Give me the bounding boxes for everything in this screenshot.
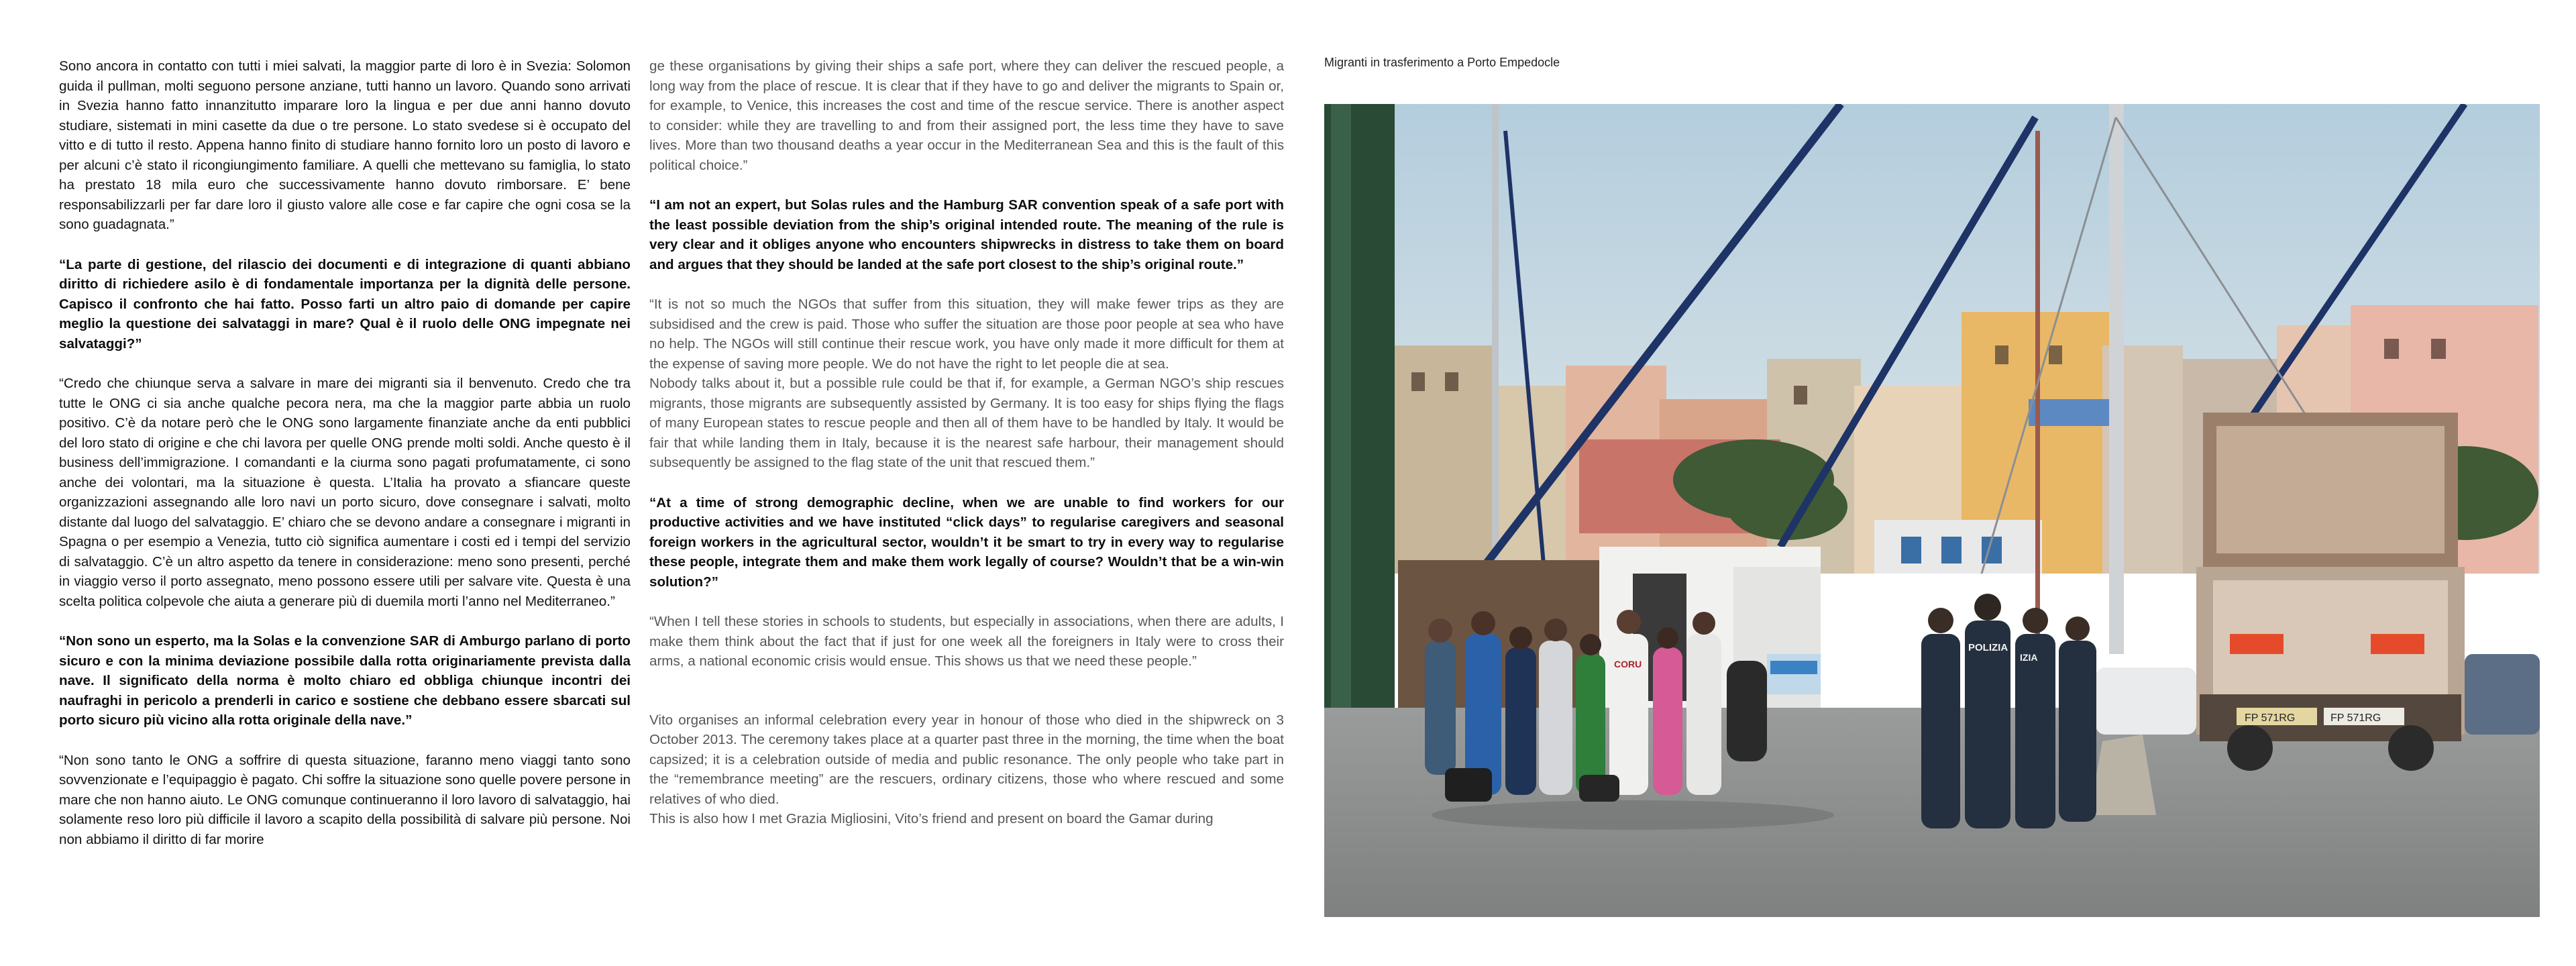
harbor-photo	[1324, 104, 2540, 917]
english-question: “I am not an expert, but Solas rules and the Hamburg SAR convention speak of a safe port with the least possible deviation from the ship’s original intended route. The meaning of the rule is very clear and it obliges anyone who encounters shipwrecks in distress to take them on board and argues that they should be landed at the safe port closest to the ship’s original route.”	[649, 197, 1284, 272]
english-question: “At a time of strong demographic decline, when we are unable to find workers for our productive activities and we have instituted “click days” to regularise caregivers and seasonal foreign workers in the agricultural sector, wouldn’t it be smart to try in every way to regularise these people, integrate them and make them work legally of course? Wouldn’t that be a win-win solution?”	[649, 494, 1284, 590]
english-paragraph: This is also how I met Grazia Migliosini, Vito’s friend and present on board the Gamar during	[649, 811, 1214, 826]
italian-paragraph: “Credo che chiunque serva a salvare in mare dei migranti sia il benvenuto. Credo che tra tutte le ONG ci sia anche qualche pecora nera, ma che la maggior parte abbia un ruolo positivo. C’è da notare però che le ONG sono largamente finanziate anche da enti pubblici del loro stato di origine e che chi lavora per quelle ONG prende molti soldi. Anche questo è il business dell’immigrazione. I comandanti e la ciurma sono pagati profumatamente, ci sono anche dei volontari, ma la situazione è questa. L’Italia ha provato a sfiancare queste organizzazioni assegnando alle loro navi un porto sicuro, dove consegnare i salvati, molto distante dal luogo del salvataggio. E’ chiaro che se devono andare a consegnare i migranti in Spagna o per esempio a Venezia, tutto ciò significa aumentare i costi ed i tempi del servizio di salvataggio. C’è un altro aspetto da tenere in considerazione: meno sono presenti, perché in viaggio verso il porto assegnato, meno possono essere utili per salvare vite. Questa è una scelta politica colpevole che aiuta a generare più di duemila morti l’anno nel Mediterraneo.”	[59, 376, 631, 609]
photo-caption: Migranti in trasferimento a Porto Empedocle	[1324, 56, 1560, 69]
english-paragraph: Vito organises an informal celebration every year in honour of those who died in the shipwreck on 3 October 2013. The ceremony takes place at a quarter past three in the morning, the time when the boat capsized; it is a celebration outside of media and public resonance. The only people who take part in the “remembrance meeting” are the rescuers, ordinary citizens, those who where rescued and some relatives of who died.	[649, 712, 1284, 807]
shirt-text: CORU	[1614, 659, 1642, 669]
white-car	[2096, 667, 2196, 735]
english-paragraph: Nobody talks about it, but a possible rule could be that if, for example, a German NGO’s ship rescues migrants, those migrants are subsequently assisted by Germany. It is too easy for ships flying the flags of many European states to rescue people and then all of them have to be handled by Italy. It would be fair that while landing them in Italy, because it is the nearest safe harbour, their management should subsequently be assigned to the flag state of the unit that rescued them.”	[649, 376, 1284, 470]
police-officers	[1921, 594, 2096, 828]
italian-paragraph: “Non sono tanto le ONG a soffrire di questa situazione, faranno meno viaggi tanto sono sovvenzionate e l’equipaggio è pagato. Chi soffre la situazione sono quelle povere persone in mare che non hanno aiuto. Le ONG comunque continueranno il loro lavoro di salvataggio, hai solamente reso loro più difficile il lavoro a scapito della possibilità di salvare più persone. Noi non abbiamo il diritto di far morire	[59, 752, 631, 847]
english-paragraph: “When I tell these stories in schools to students, but especially in associations, when there are adults, I make them think about the fact that if just for one week all the foreigners in Italy were to cross their arms, a national economic crisis would ensue. This shows us that we need these people.”	[649, 614, 1284, 669]
italian-text-column	[59, 56, 631, 849]
italian-question: “La parte di gestione, del rilascio dei documenti e di integrazione di quanti abbiano diritto di richiedere asilo è di fondamentale importanza per la dignità delle persone. Capisco il confronto che hai fatto. Posso farti un altro paio di domande per capire meglio la questione dei salvataggi in mare? Qual è il ruolo delle ONG impegnate nei salvataggi?”	[59, 256, 631, 352]
english-text-column	[649, 56, 1284, 829]
italian-paragraph: Sono ancora in contatto con tutti i miei salvati, la maggior parte di loro è in Svezia: Solomon guida il pullman, molti seguono persone anziane, tutti hanno un lavoro. Quando sono arrivati in Svezia hanno fatto innanzitutto imparare loro la lingua e per due anni hanno dovuto studiare, sistemati in mini casette da due o tre persone. Lo stato svedese si è occupato del vitto e di tutto il resto. Appena hanno finito di studiare hanno fornito loro un posto di lavoro e per alcuni c’è stato il ricongiungimento familiare. A quelli che mettevano su famiglia, lo stato ha prestato 18 mila euro che successivamente hanno dovuto rimborsare. E’ bene responsabilizzarli per far dare loro il giusto valore alle cose e far capire che ogni cosa se la sono guadagnata.”	[59, 58, 631, 232]
truck	[2196, 413, 2465, 771]
blue-car	[2465, 654, 2540, 735]
english-paragraph: ge these organisations by giving their ships a safe port, where they can deliver the rescued people, a long way from the place of rescue. It is clear that if they have to go and deliver the migrants to Spain or, for example, to Venice, this increases the cost and time of the rescue service. There is another aspect to consider: while they are travelling to and from their assigned port, the less time they have to save lives. More than two thousand deaths a year occur in the Mediterranean Sea and this is the fault of this political choice.”	[649, 58, 1284, 173]
truck-plate: FP 571RG	[2330, 712, 2381, 724]
police-label: IZIA	[2020, 652, 2038, 663]
italian-question: “Non sono un esperto, ma la Solas e la convenzione SAR di Amburgo parlano di porto sicuro e con la minima deviazione possibile dalla rotta originariamente prevista dalla nave. Il significato della norma è molto chiaro ed obbliga chiunque incontri dei naufraghi in pericolo a prenderli in carico e sostiene che debbano essere sbarcati sul porto sicuro più vicino alla rotta originale della nave.”	[59, 633, 631, 728]
english-paragraph: “It is not so much the NGOs that suffer from this situation, they will make fewer trips as they are subsidised and the crew is paid. Those who suffer the situation are those poor people at sea who have no help. The NGOs will still continue their rescue work, you have only made it more difficult for them at the expense of saving more people. We do not have the right to let people die at sea.	[649, 297, 1284, 372]
police-label: POLIZIA	[1968, 642, 2008, 653]
truck-plate: FP 571RG	[2245, 712, 2296, 724]
